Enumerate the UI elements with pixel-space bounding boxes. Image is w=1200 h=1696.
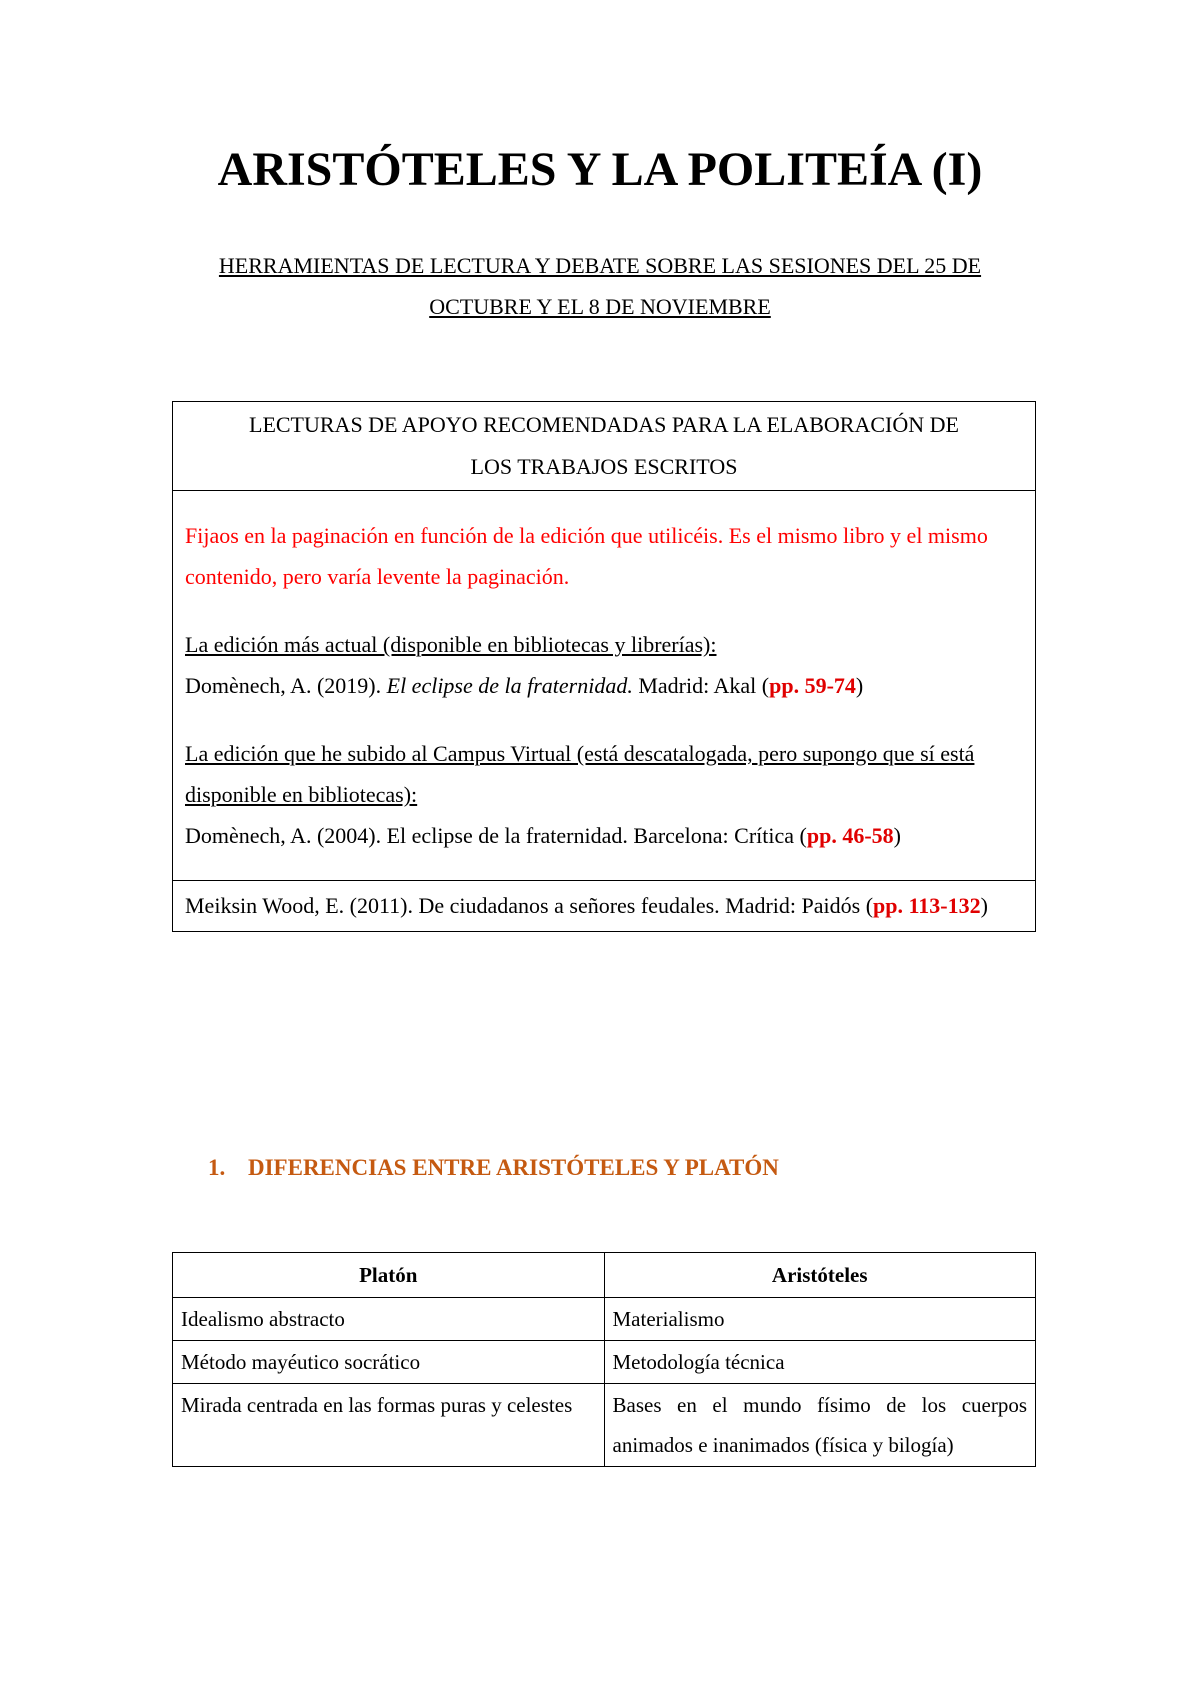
section-heading	[208, 1148, 779, 1188]
edition-campus-reference: Domènech, A. (2004). El eclipse de la fraternidad. Barcelona: Crítica (pp. 46-58)	[185, 823, 901, 848]
table-row	[173, 1298, 1036, 1341]
comparison-header-row	[173, 1253, 1036, 1298]
subtitle-line-1: HERRAMIENTAS DE LECTURA Y DEBATE SOBRE LAS SESIONES DEL 25 DE	[218, 253, 982, 278]
readings-header	[173, 402, 1036, 491]
readings-body	[173, 491, 1036, 881]
pagination-note: Fijaos en la paginación en función de la edición que utilicéis. Es el mismo libro y el mismo contenido, pero varía levente la paginación.	[185, 523, 988, 589]
page-range: pp. 113-132	[873, 893, 981, 918]
section-title: DIFERENCIAS ENTRE ARISTÓTELES Y PLATÓN	[248, 1155, 779, 1180]
section-number: 1.	[208, 1155, 226, 1180]
document-subtitle	[160, 245, 1040, 327]
column-header: Platón	[173, 1253, 605, 1298]
readings-table	[172, 401, 1036, 932]
table-cell: Metodología técnica	[604, 1341, 1036, 1384]
comparison-table	[172, 1252, 1036, 1467]
readings-other-row	[173, 881, 1036, 932]
column-header: Aristóteles	[604, 1253, 1036, 1298]
table-cell: Idealismo abstracto	[173, 1298, 605, 1341]
edition-current-reference: Domènech, A. (2019). El eclipse de la fraternidad. Madrid: Akal (pp. 59-74)	[185, 673, 864, 698]
document-title: ARISTÓTELES Y LA POLITEÍA (I)	[217, 143, 983, 196]
table-cell: Materialismo	[604, 1298, 1036, 1341]
book-title: El eclipse de la fraternidad.	[386, 673, 633, 698]
edition-campus-heading: La edición que he subido al Campus Virtual (está descatalogada, pero supongo que sí está disponible en bibliotecas):	[185, 741, 975, 807]
table-row	[173, 1341, 1036, 1384]
table-cell: Bases en el mundo físimo de los cuerpos animados e inanimados (física y bilogía)	[604, 1384, 1036, 1467]
other-reference: Meiksin Wood, E. (2011). De ciudadanos a señores feudales. Madrid: Paidós (pp. 113-132)	[173, 881, 1036, 932]
readings-header-line-2: LOS TRABAJOS ESCRITOS	[470, 454, 738, 479]
edition-current-heading: La edición más actual (disponible en bibliotecas y librerías):	[185, 632, 717, 657]
table-cell: Mirada centrada en las formas puras y celestes	[173, 1384, 605, 1467]
readings-header-row	[173, 402, 1036, 491]
page-range: pp. 59-74	[769, 673, 856, 698]
readings-header-line-1: LECTURAS DE APOYO RECOMENDADAS PARA LA ELABORACIÓN DE	[249, 412, 959, 437]
page-range: pp. 46-58	[806, 823, 894, 848]
readings-body-row	[173, 491, 1036, 881]
subtitle-line-2: OCTUBRE Y EL 8 DE NOVIEMBRE	[429, 294, 771, 319]
table-cell: Método mayéutico socrático	[173, 1341, 605, 1384]
table-row	[173, 1384, 1036, 1467]
